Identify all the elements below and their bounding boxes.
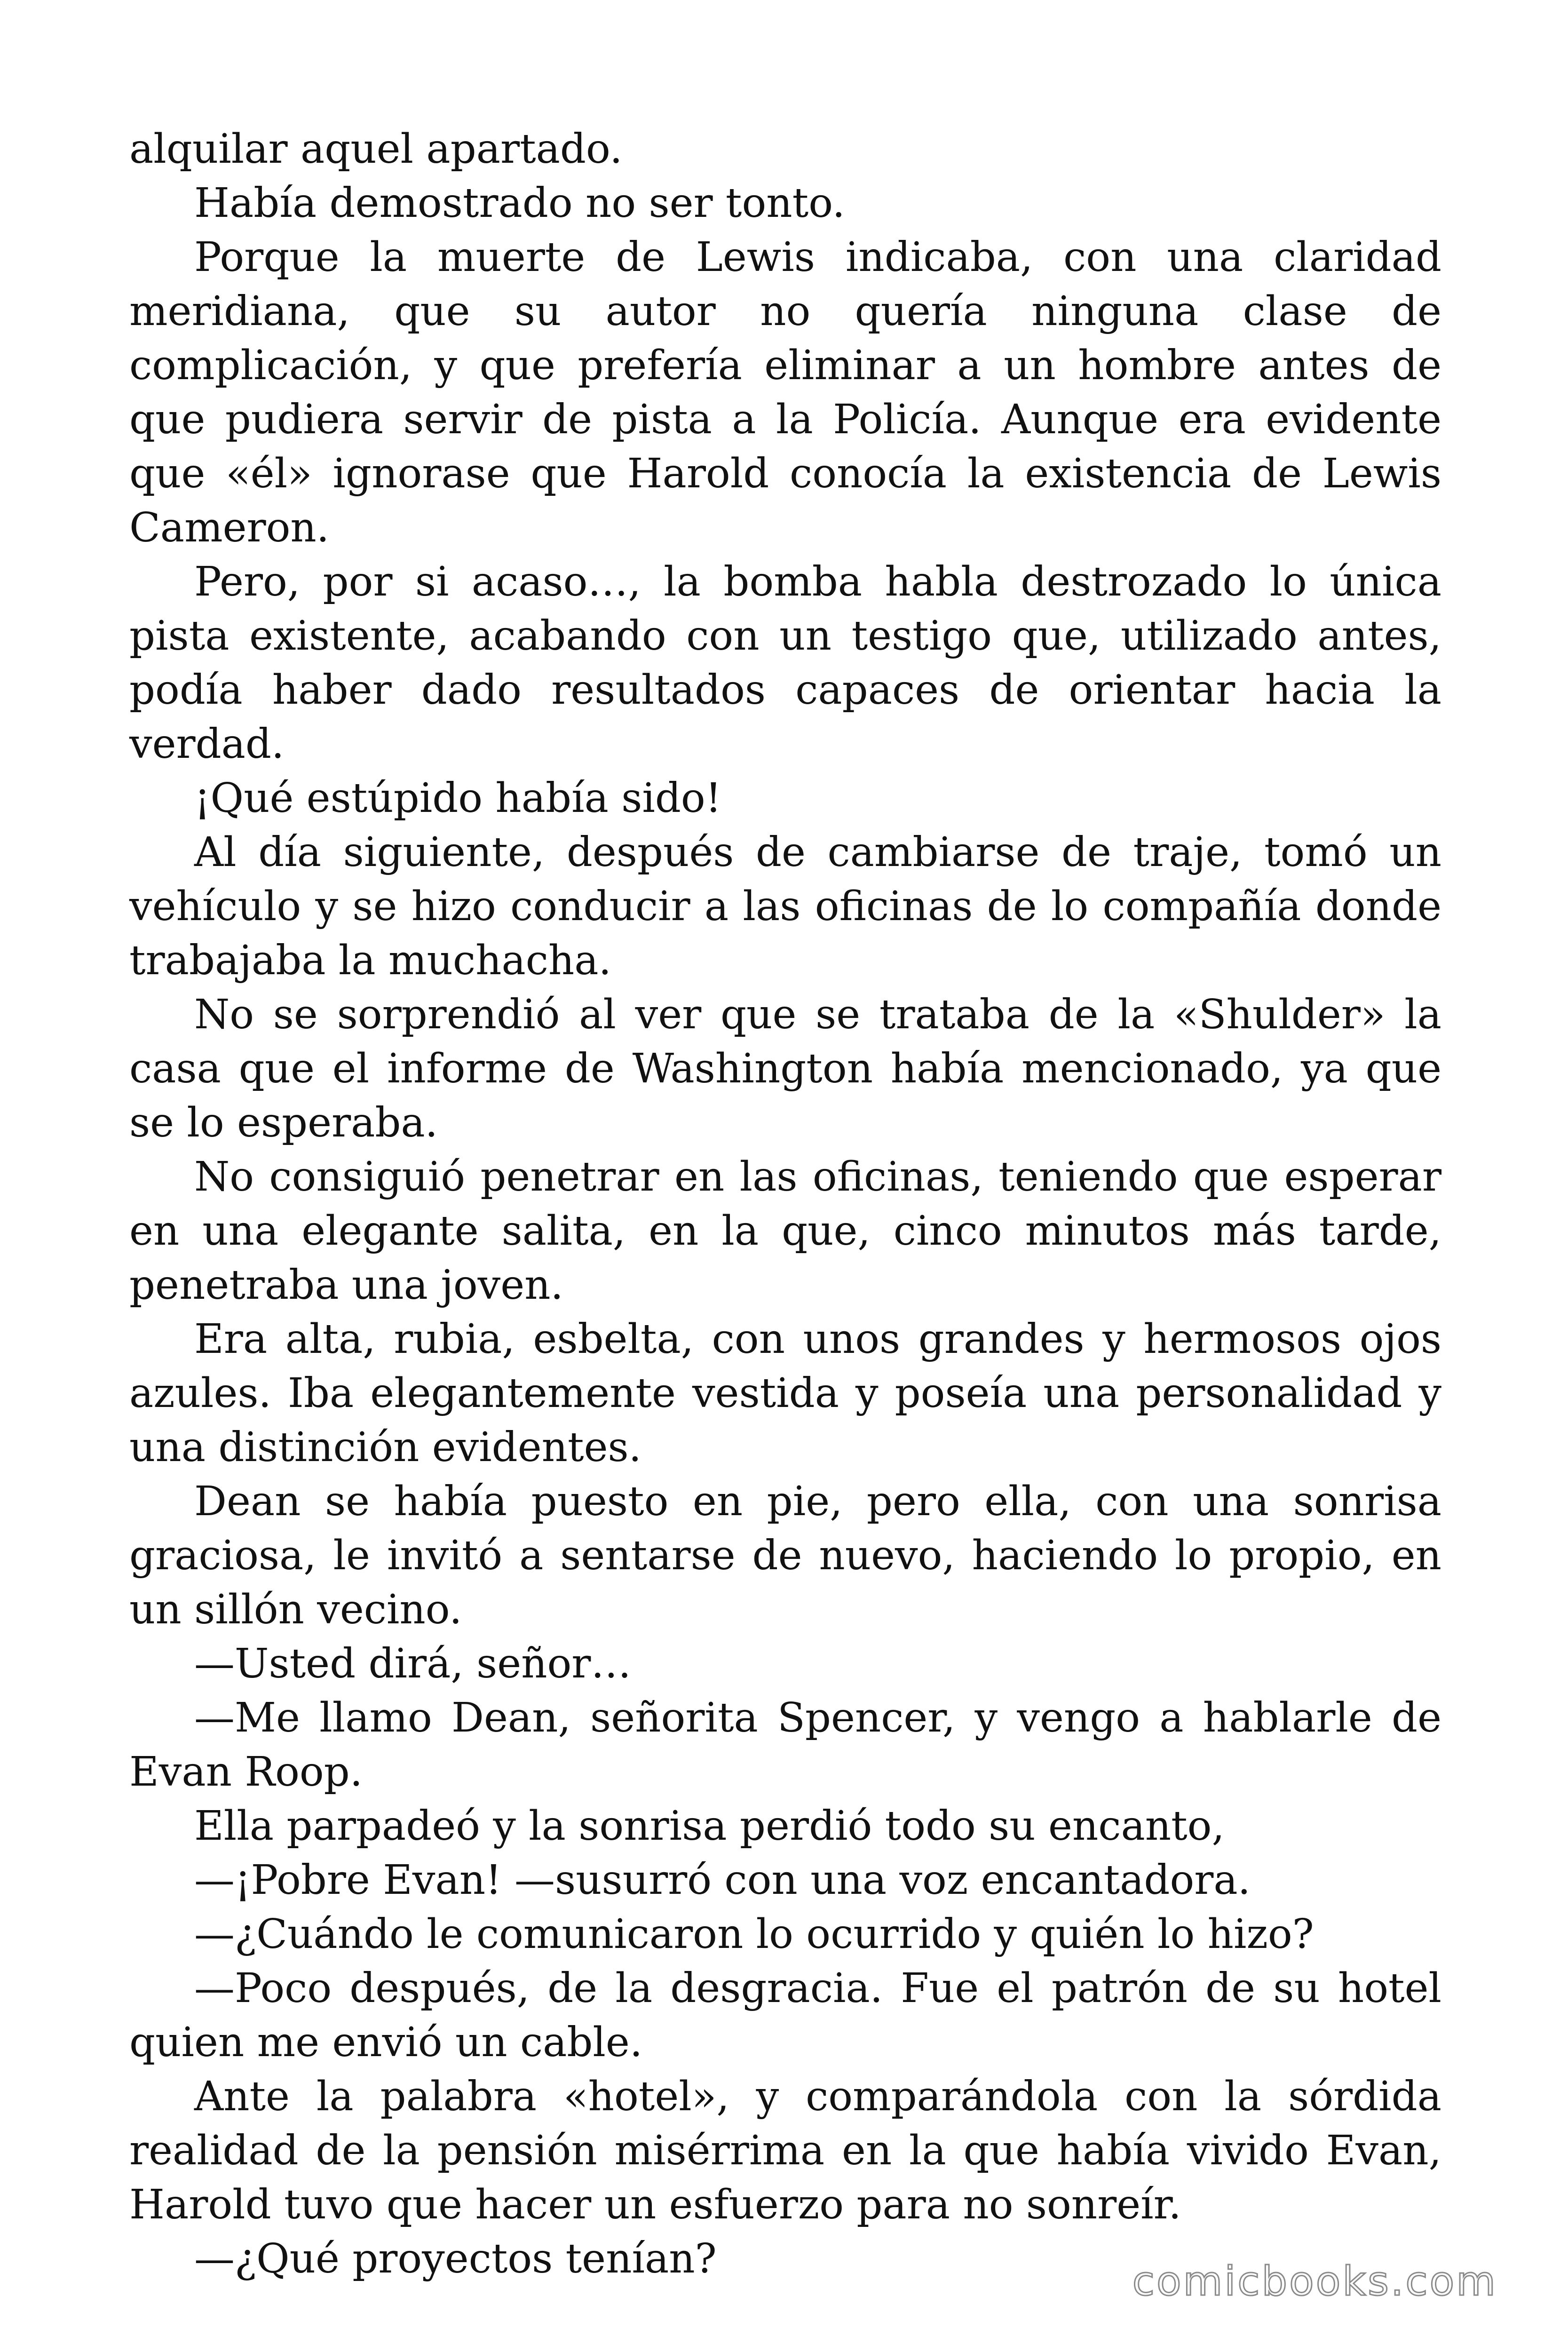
- paragraph: Pero, por si acaso…, la bomba habla destrozado lo única pista existente, acabando con un testigo que, utilizado antes, podía haber dado resultados capaces de orientar hacia la verdad.: [129, 558, 1441, 768]
- paragraph-continuation: alquilar aquel apartado.: [129, 126, 623, 173]
- paragraph: Era alta, rubia, esbelta, con unos grandes y hermosos ojos azules. Iba elegantemente vestida y poseía una personalidad y una distinción evidentes.: [129, 1316, 1441, 1471]
- paragraph: Porque la muerte de Lewis indicaba, con una claridad meridiana, que su autor no quería ninguna clase de complicación, y que prefería eliminar a un hombre antes de que pudiera servir de pista a la Policía. Aunque era evidente que «él» ignorase que Harold conocía la existencia de Lewis Cameron.: [129, 234, 1441, 551]
- paragraph: No se sorprendió al ver que se trataba de la «Shulder» la casa que el informe de Washington había mencionado, ya que se lo esperaba.: [129, 991, 1441, 1146]
- paragraph: ¡Qué estúpido había sido!: [194, 775, 722, 822]
- dialogue-line: —Poco después, de la desgracia. Fue el patrón de su hotel quien me envió un cable.: [129, 1965, 1441, 2066]
- dialogue-line: —¿Qué proyectos tenían?: [194, 2235, 717, 2282]
- paragraph: No consiguió penetrar en las oficinas, teniendo que esperar en una elegante salita, en la que, cinco minutos más tarde, penetraba una joven.: [129, 1153, 1441, 1309]
- paragraph: Ante la palabra «hotel», y comparándola con la sórdida realidad de la pensión misérrima en la que había vivido Evan, Harold tuvo que hacer un esfuerzo para no sonreír.: [129, 2073, 1441, 2228]
- dialogue-line: —Usted dirá, señor…: [194, 1640, 632, 1687]
- watermark: comicbooks.com: [1132, 2258, 1497, 2305]
- dialogue-line: —¿Cuándo le comunicaron lo ocurrido y quién lo hizo?: [194, 1911, 1314, 1958]
- dialogue-line: —¡Pobre Evan! —susurró con una voz encantadora.: [194, 1857, 1251, 1904]
- paragraph: Ella parpadeó y la sonrisa perdió todo su encanto,: [194, 1803, 1225, 1850]
- paragraph: Al día siguiente, después de cambiarse de traje, tomó un vehículo y se hizo conducir a las oficinas de lo compañía donde trabajaba la muchacha.: [129, 829, 1441, 984]
- dialogue-line: —Me llamo Dean, señorita Spencer, y vengo a hablarle de Evan Roop.: [129, 1694, 1441, 1796]
- paragraph: Dean se había puesto en pie, pero ella, con una sonrisa graciosa, le invitó a sentarse de nuevo, haciendo lo propio, en un sillón vecino.: [129, 1478, 1441, 1633]
- paragraph: Había demostrado no ser tonto.: [194, 180, 845, 227]
- body-text: [129, 122, 1441, 2286]
